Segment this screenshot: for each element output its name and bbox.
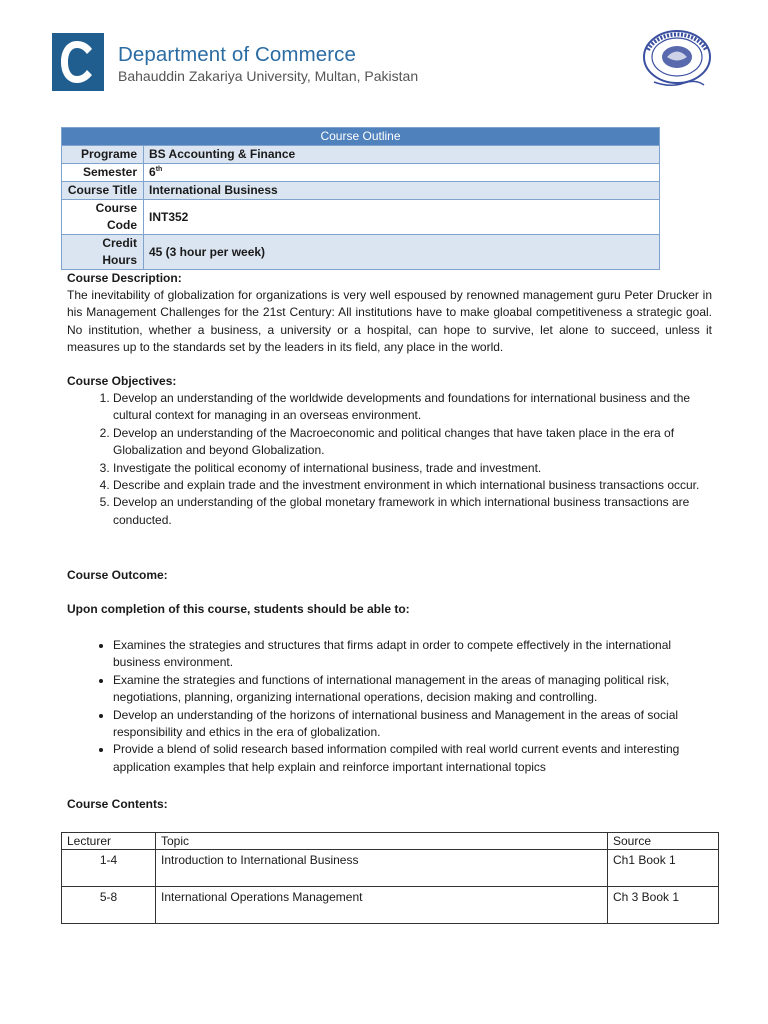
- university-name: Bahauddin Zakariya University, Multan, Pakistan: [118, 68, 419, 84]
- outline-label: Semester: [62, 164, 144, 182]
- outline-label: Course Code: [62, 200, 144, 235]
- outline-row: [62, 200, 660, 235]
- course-contents-table: [61, 832, 719, 924]
- outline-value: [144, 164, 660, 182]
- objectives-list: [67, 390, 712, 529]
- outline-value: International Business: [144, 182, 660, 200]
- outline-row: [62, 182, 660, 200]
- column-header-topic: Topic: [156, 833, 608, 850]
- outline-title: Course Outline: [62, 128, 660, 146]
- objectives-heading: Course Objectives:: [67, 374, 177, 388]
- outline-label: Credit Hours: [62, 235, 144, 270]
- university-seal-icon: [640, 30, 714, 90]
- lecturer-cell: 5-8: [62, 887, 156, 924]
- source-cell: Ch 3 Book 1: [608, 887, 719, 924]
- table-header-row: [62, 833, 719, 850]
- description-heading: Course Description:: [67, 271, 182, 285]
- topic-cell: International Operations Management: [156, 887, 608, 924]
- list-item: • Provide a blend of solid research based information compiled with real world current events and interesting application examples that help explain and reinforce important international topics: [113, 741, 712, 776]
- semester-number: 6: [149, 165, 156, 179]
- table-row: [62, 887, 719, 924]
- contents-heading: Course Contents:: [67, 797, 168, 811]
- outline-value: BS Accounting & Finance: [144, 146, 660, 164]
- outline-value: 45 (3 hour per week): [144, 235, 660, 270]
- outline-row: [62, 146, 660, 164]
- list-item: 5. Develop an understanding of the global monetary framework in which international business transactions are conducted.: [113, 494, 712, 529]
- list-item: • Develop an understanding of the horizons of international business and Management in the areas of social responsibility and ethics in the era of globalization.: [113, 707, 712, 742]
- list-item: 1. Develop an understanding of the worldwide developments and foundations for international business and the cultural context for managing in an overseas environment.: [113, 390, 712, 425]
- table-row: [62, 850, 719, 887]
- column-header-lecturer: Lecturer: [62, 833, 156, 850]
- list-item: 3. Investigate the political economy of international business, trade and investment.: [113, 460, 712, 477]
- outcome-heading: Course Outcome:: [67, 568, 168, 582]
- topic-cell: Introduction to International Business: [156, 850, 608, 887]
- list-item: 2. Develop an understanding of the Macroeconomic and political changes that have taken place in the era of Globalization and beyond Globalization.: [113, 425, 712, 460]
- list-item: • Examine the strategies and functions of international management in the areas of managing political risk, negotiations, planning, organizing international operations, decision making and controlling.: [113, 672, 712, 707]
- source-cell: Ch1 Book 1: [608, 850, 719, 887]
- outline-label: Course Title: [62, 182, 144, 200]
- description-text: The inevitability of globalization for organizations is very well espoused by renowned management guru Peter Drucker in his Management Challenges for the 21st Century: All institutions have to make gloabal competitiveness a strategic goal. No institution, whether a business, a university or a hospital, can hope to survive, let alone to succeed, unless it measures up to the standards set by the leaders in its field, any place in the world.: [67, 288, 712, 355]
- lecturer-cell: 1-4: [62, 850, 156, 887]
- outcome-list: [67, 637, 712, 776]
- department-logo: [52, 33, 104, 91]
- column-header-source: Source: [608, 833, 719, 850]
- outline-row: [62, 235, 660, 270]
- department-name: Department of Commerce: [118, 43, 357, 66]
- course-outline-table: [61, 127, 660, 270]
- outline-label: Programe: [62, 146, 144, 164]
- outline-row: [62, 164, 660, 182]
- outline-value: INT352: [144, 200, 660, 235]
- list-item: 4. Describe and explain trade and the investment environment in which international business transactions occur.: [113, 477, 712, 494]
- outcome-intro: Upon completion of this course, students should be able to:: [67, 602, 410, 616]
- list-item: • Examines the strategies and structures that firms adapt in order to compete effectively in the international business environment.: [113, 637, 712, 672]
- semester-suffix: th: [155, 166, 163, 173]
